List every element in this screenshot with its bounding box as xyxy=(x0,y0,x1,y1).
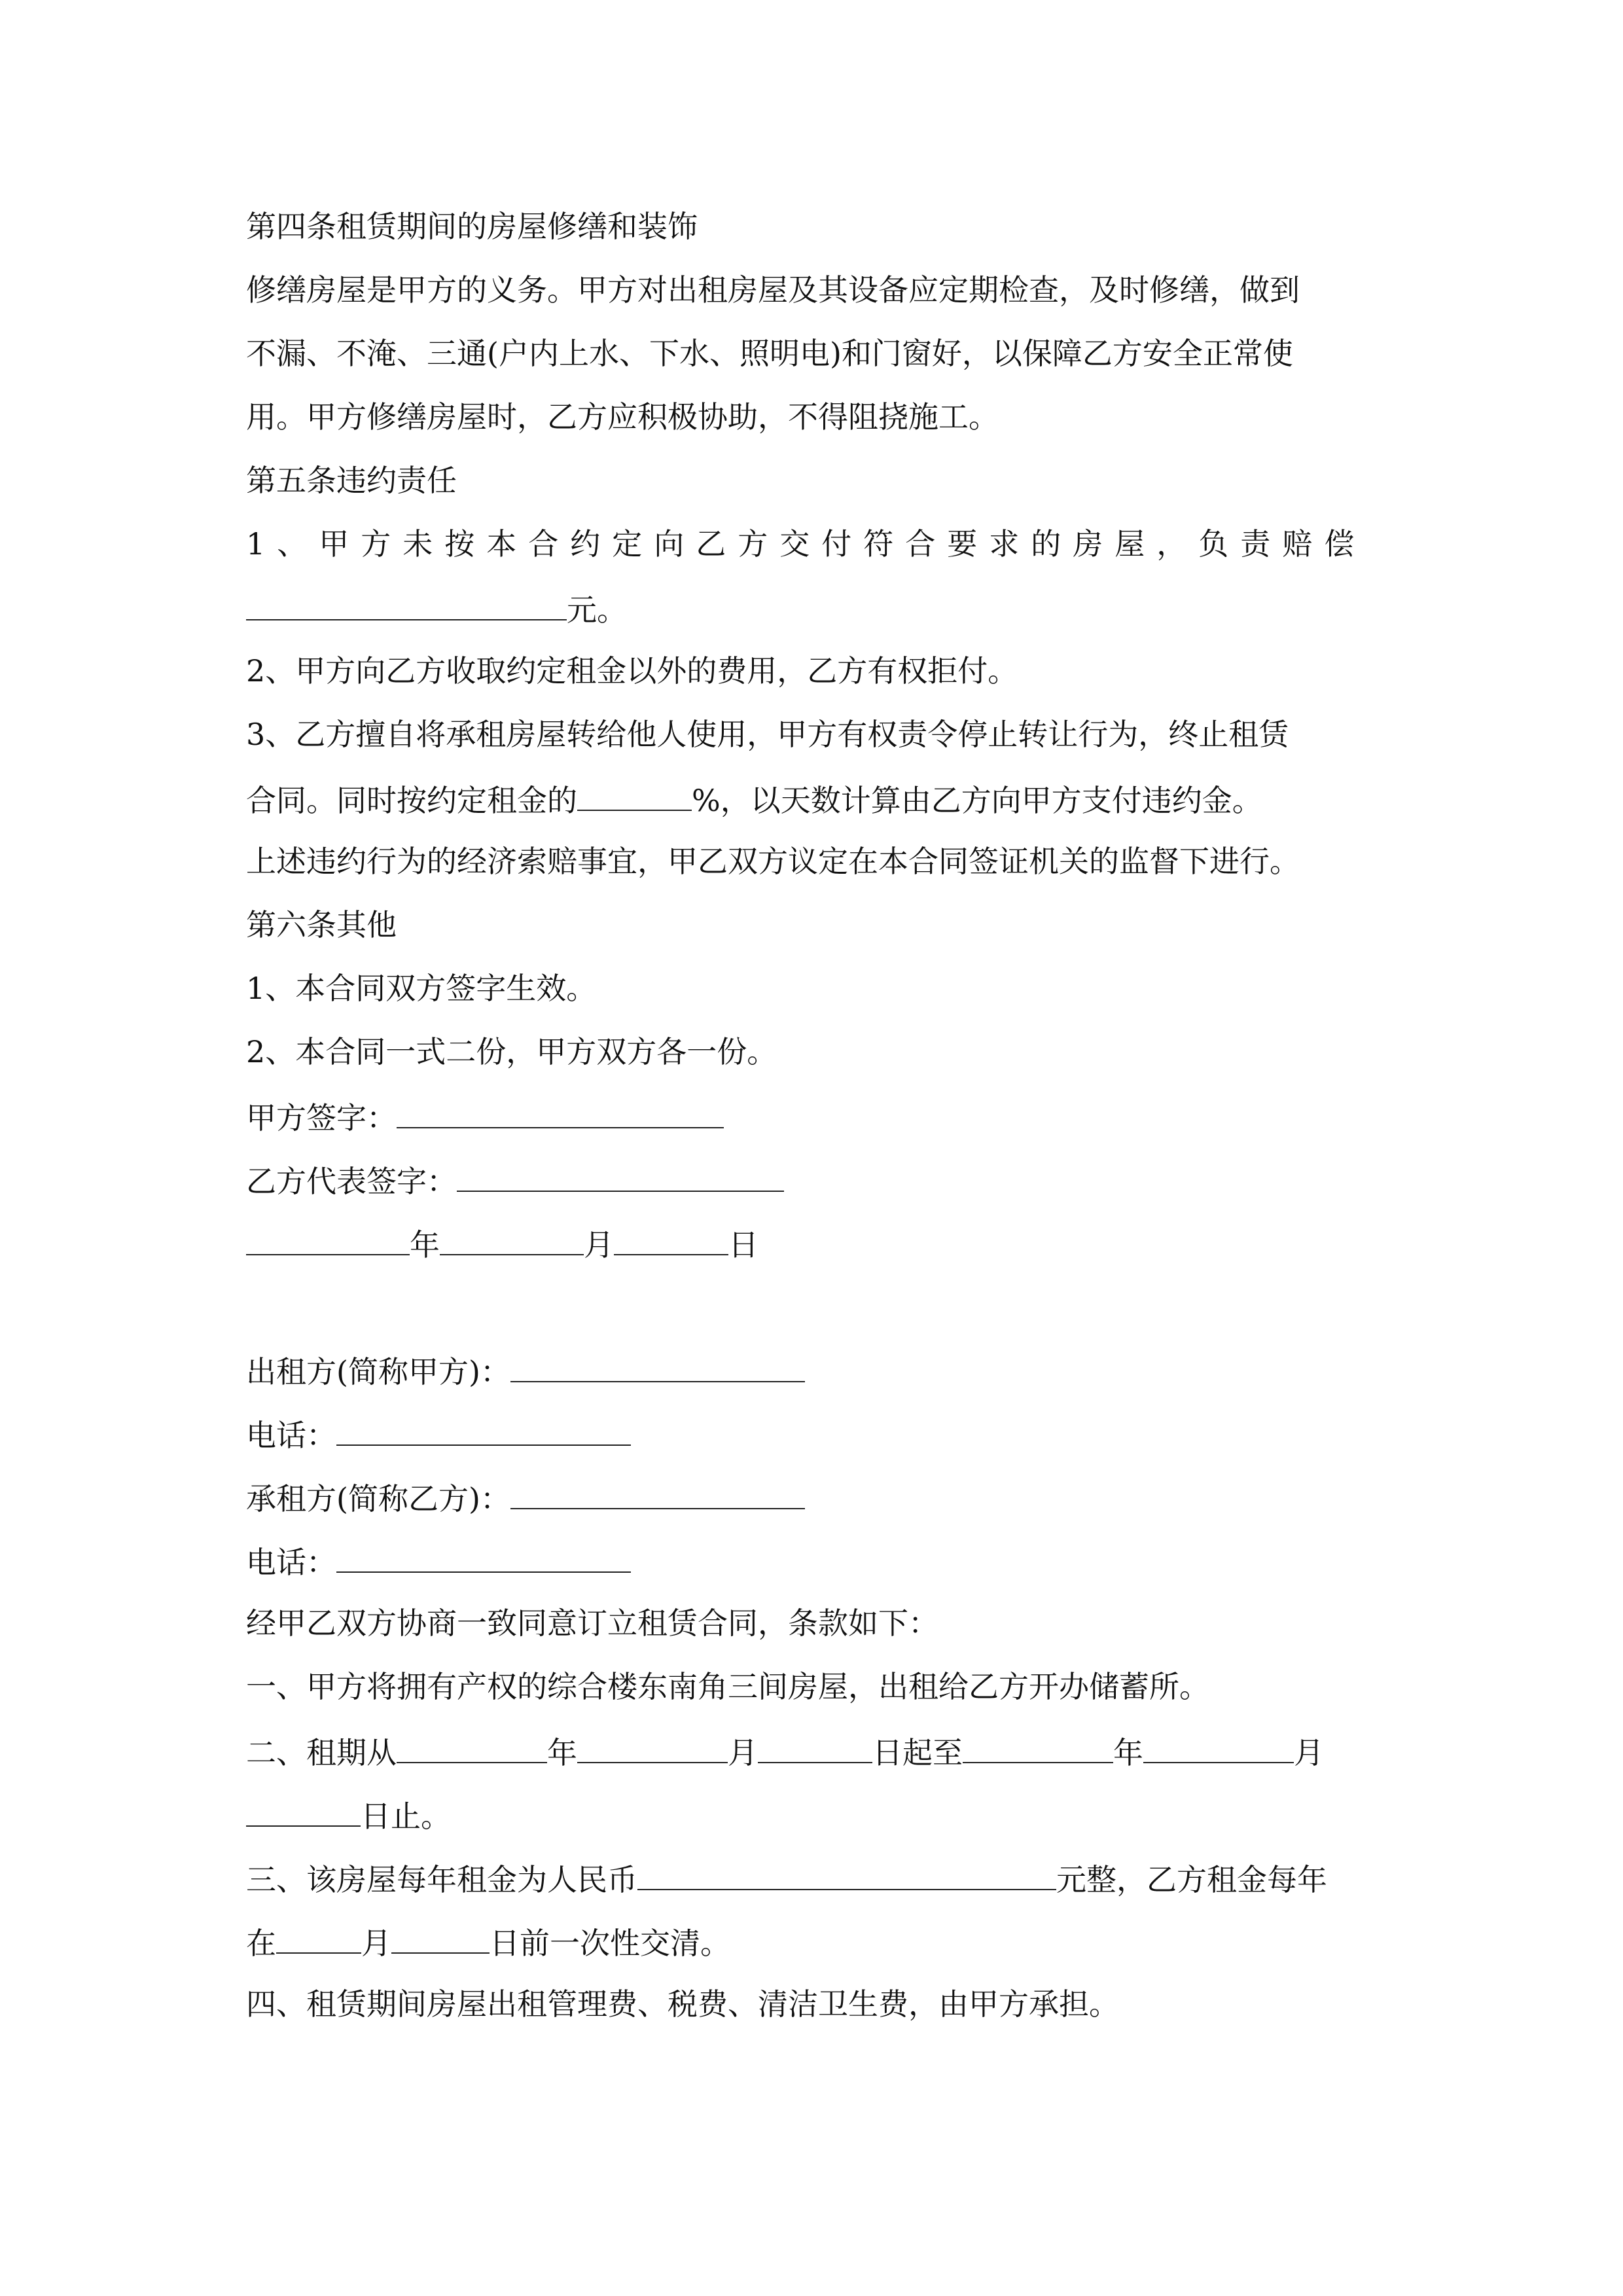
lessee-line xyxy=(246,1477,1385,1518)
term-3-line1 xyxy=(246,1857,1385,1899)
lessor-phone-line xyxy=(246,1413,1385,1455)
signing-date-line xyxy=(246,1223,1385,1265)
party-a-signature-label: 甲方签字： xyxy=(246,1100,397,1136)
lease-end-day-blank[interactable] xyxy=(246,1794,361,1827)
compensation-amount-blank[interactable] xyxy=(246,588,567,620)
signing-day-blank[interactable] xyxy=(614,1223,728,1255)
lease-end-year-blank[interactable] xyxy=(963,1731,1113,1763)
compensation-unit: 元。 xyxy=(567,592,627,628)
article5-title: 第五条违约责任 xyxy=(246,463,457,498)
term-3-at: 在 xyxy=(246,1926,276,1961)
lessee-blank[interactable] xyxy=(510,1477,805,1509)
lease-start-year-blank[interactable] xyxy=(397,1731,547,1763)
term-3-tail: 元整，乙方租金每年 xyxy=(1056,1862,1327,1897)
article4-paragraph-line2: 不漏、不淹、三通(户内上水、下水、照明电)和门窗好，以保障乙方安全正常使 xyxy=(246,336,1293,371)
lessor-blank[interactable] xyxy=(510,1350,805,1382)
lessee-phone-line xyxy=(246,1540,1385,1582)
penalty-percent-blank[interactable] xyxy=(577,778,692,811)
lease-from-label: 日起至 xyxy=(872,1735,963,1770)
signing-day-label: 日 xyxy=(728,1227,758,1263)
lease-start-month-blank[interactable] xyxy=(577,1731,728,1763)
term-2-line1 xyxy=(246,1731,1385,1772)
lease-start-day-blank[interactable] xyxy=(758,1731,872,1763)
article5-item3-line1: 3、乙方擅自将承租房屋转给他人使用，甲方有权责令停止转让行为，终止租赁 xyxy=(246,717,1289,752)
article6-item2: 2、本合同一式二份，甲方双方各一份。 xyxy=(246,1034,777,1069)
lessor-label: 出租方(简称甲方)： xyxy=(246,1354,510,1390)
lessee-phone-label: 电话： xyxy=(246,1545,336,1580)
annual-rent-blank[interactable] xyxy=(637,1857,1056,1890)
item3-line2-text-b: %，以天数计算由乙方向甲方支付违约金。 xyxy=(692,783,1262,818)
lease-end-month-blank[interactable] xyxy=(1143,1731,1294,1763)
rent-due-month-label: 月 xyxy=(361,1926,391,1961)
article4-paragraph-line3: 用。甲方修缮房屋时，乙方应积极协助，不得阻挠施工。 xyxy=(246,399,999,435)
rent-due-month-blank[interactable] xyxy=(276,1921,361,1954)
article4-paragraph-line1: 修缮房屋是甲方的义务。甲方对出租房屋及其设备应定期检查，及时修缮，做到 xyxy=(246,272,1300,308)
lessor-line xyxy=(246,1350,1385,1391)
article5-item3-line2 xyxy=(246,778,1385,820)
article5-item1-line2 xyxy=(246,588,1385,630)
party-a-signature-line xyxy=(246,1096,1385,1138)
lease-end-year-label: 年 xyxy=(1113,1735,1143,1770)
lessee-label: 承租方(简称乙方)： xyxy=(246,1481,510,1516)
term-3-lead: 三、该房屋每年租金为人民币 xyxy=(246,1862,637,1897)
terms-intro: 经甲乙双方协商一致同意订立租赁合同，条款如下： xyxy=(246,1605,938,1641)
lease-end-month-label: 月 xyxy=(1294,1735,1324,1770)
article6-title: 第六条其他 xyxy=(246,907,397,942)
article4-title: 第四条租赁期间的房屋修缮和装饰 xyxy=(246,209,698,244)
party-b-signature-line xyxy=(246,1159,1385,1201)
lessor-phone-label: 电话： xyxy=(246,1418,336,1453)
term-1: 一、甲方将拥有产权的综合楼东南角三间房屋，出租给乙方开办储蓄所。 xyxy=(246,1669,1209,1704)
term-3-line2 xyxy=(246,1921,1385,1963)
rent-due-day-blank[interactable] xyxy=(391,1921,490,1954)
term-2-lead: 二、租期从 xyxy=(246,1735,397,1770)
signing-month-label: 月 xyxy=(584,1227,614,1263)
item3-line2-text-a: 合同。同时按约定租金的 xyxy=(246,783,577,818)
lease-start-month-label: 月 xyxy=(728,1735,758,1770)
signing-year-blank[interactable] xyxy=(246,1223,410,1255)
lessee-phone-blank[interactable] xyxy=(336,1540,631,1573)
term-2-line2 xyxy=(246,1794,1385,1836)
party-b-signature-label: 乙方代表签字： xyxy=(246,1164,457,1199)
party-a-signature-blank[interactable] xyxy=(397,1096,724,1128)
lease-start-year-label: 年 xyxy=(547,1735,577,1770)
signing-month-blank[interactable] xyxy=(440,1223,584,1255)
signing-year-label: 年 xyxy=(410,1227,440,1263)
article5-item2: 2、甲方向乙方收取约定租金以外的费用，乙方有权拒付。 xyxy=(246,653,1018,689)
party-b-signature-blank[interactable] xyxy=(457,1159,784,1192)
lessor-phone-blank[interactable] xyxy=(336,1413,631,1446)
article6-item1: 1、本合同双方签字生效。 xyxy=(246,971,597,1006)
term-4: 四、租赁期间房屋出租管理费、税费、清洁卫生费，由甲方承担。 xyxy=(246,1986,1119,2022)
article5-note: 上述违约行为的经济索赔事宜，甲乙双方议定在本合同签证机关的监督下进行。 xyxy=(246,844,1300,879)
rent-due-tail: 日前一次性交清。 xyxy=(490,1926,730,1961)
article5-item1-line1: 1、甲方未按本合约定向乙方交付符合要求的房屋，负责赔偿 xyxy=(246,526,1366,562)
lease-end-label: 日止。 xyxy=(361,1799,451,1834)
